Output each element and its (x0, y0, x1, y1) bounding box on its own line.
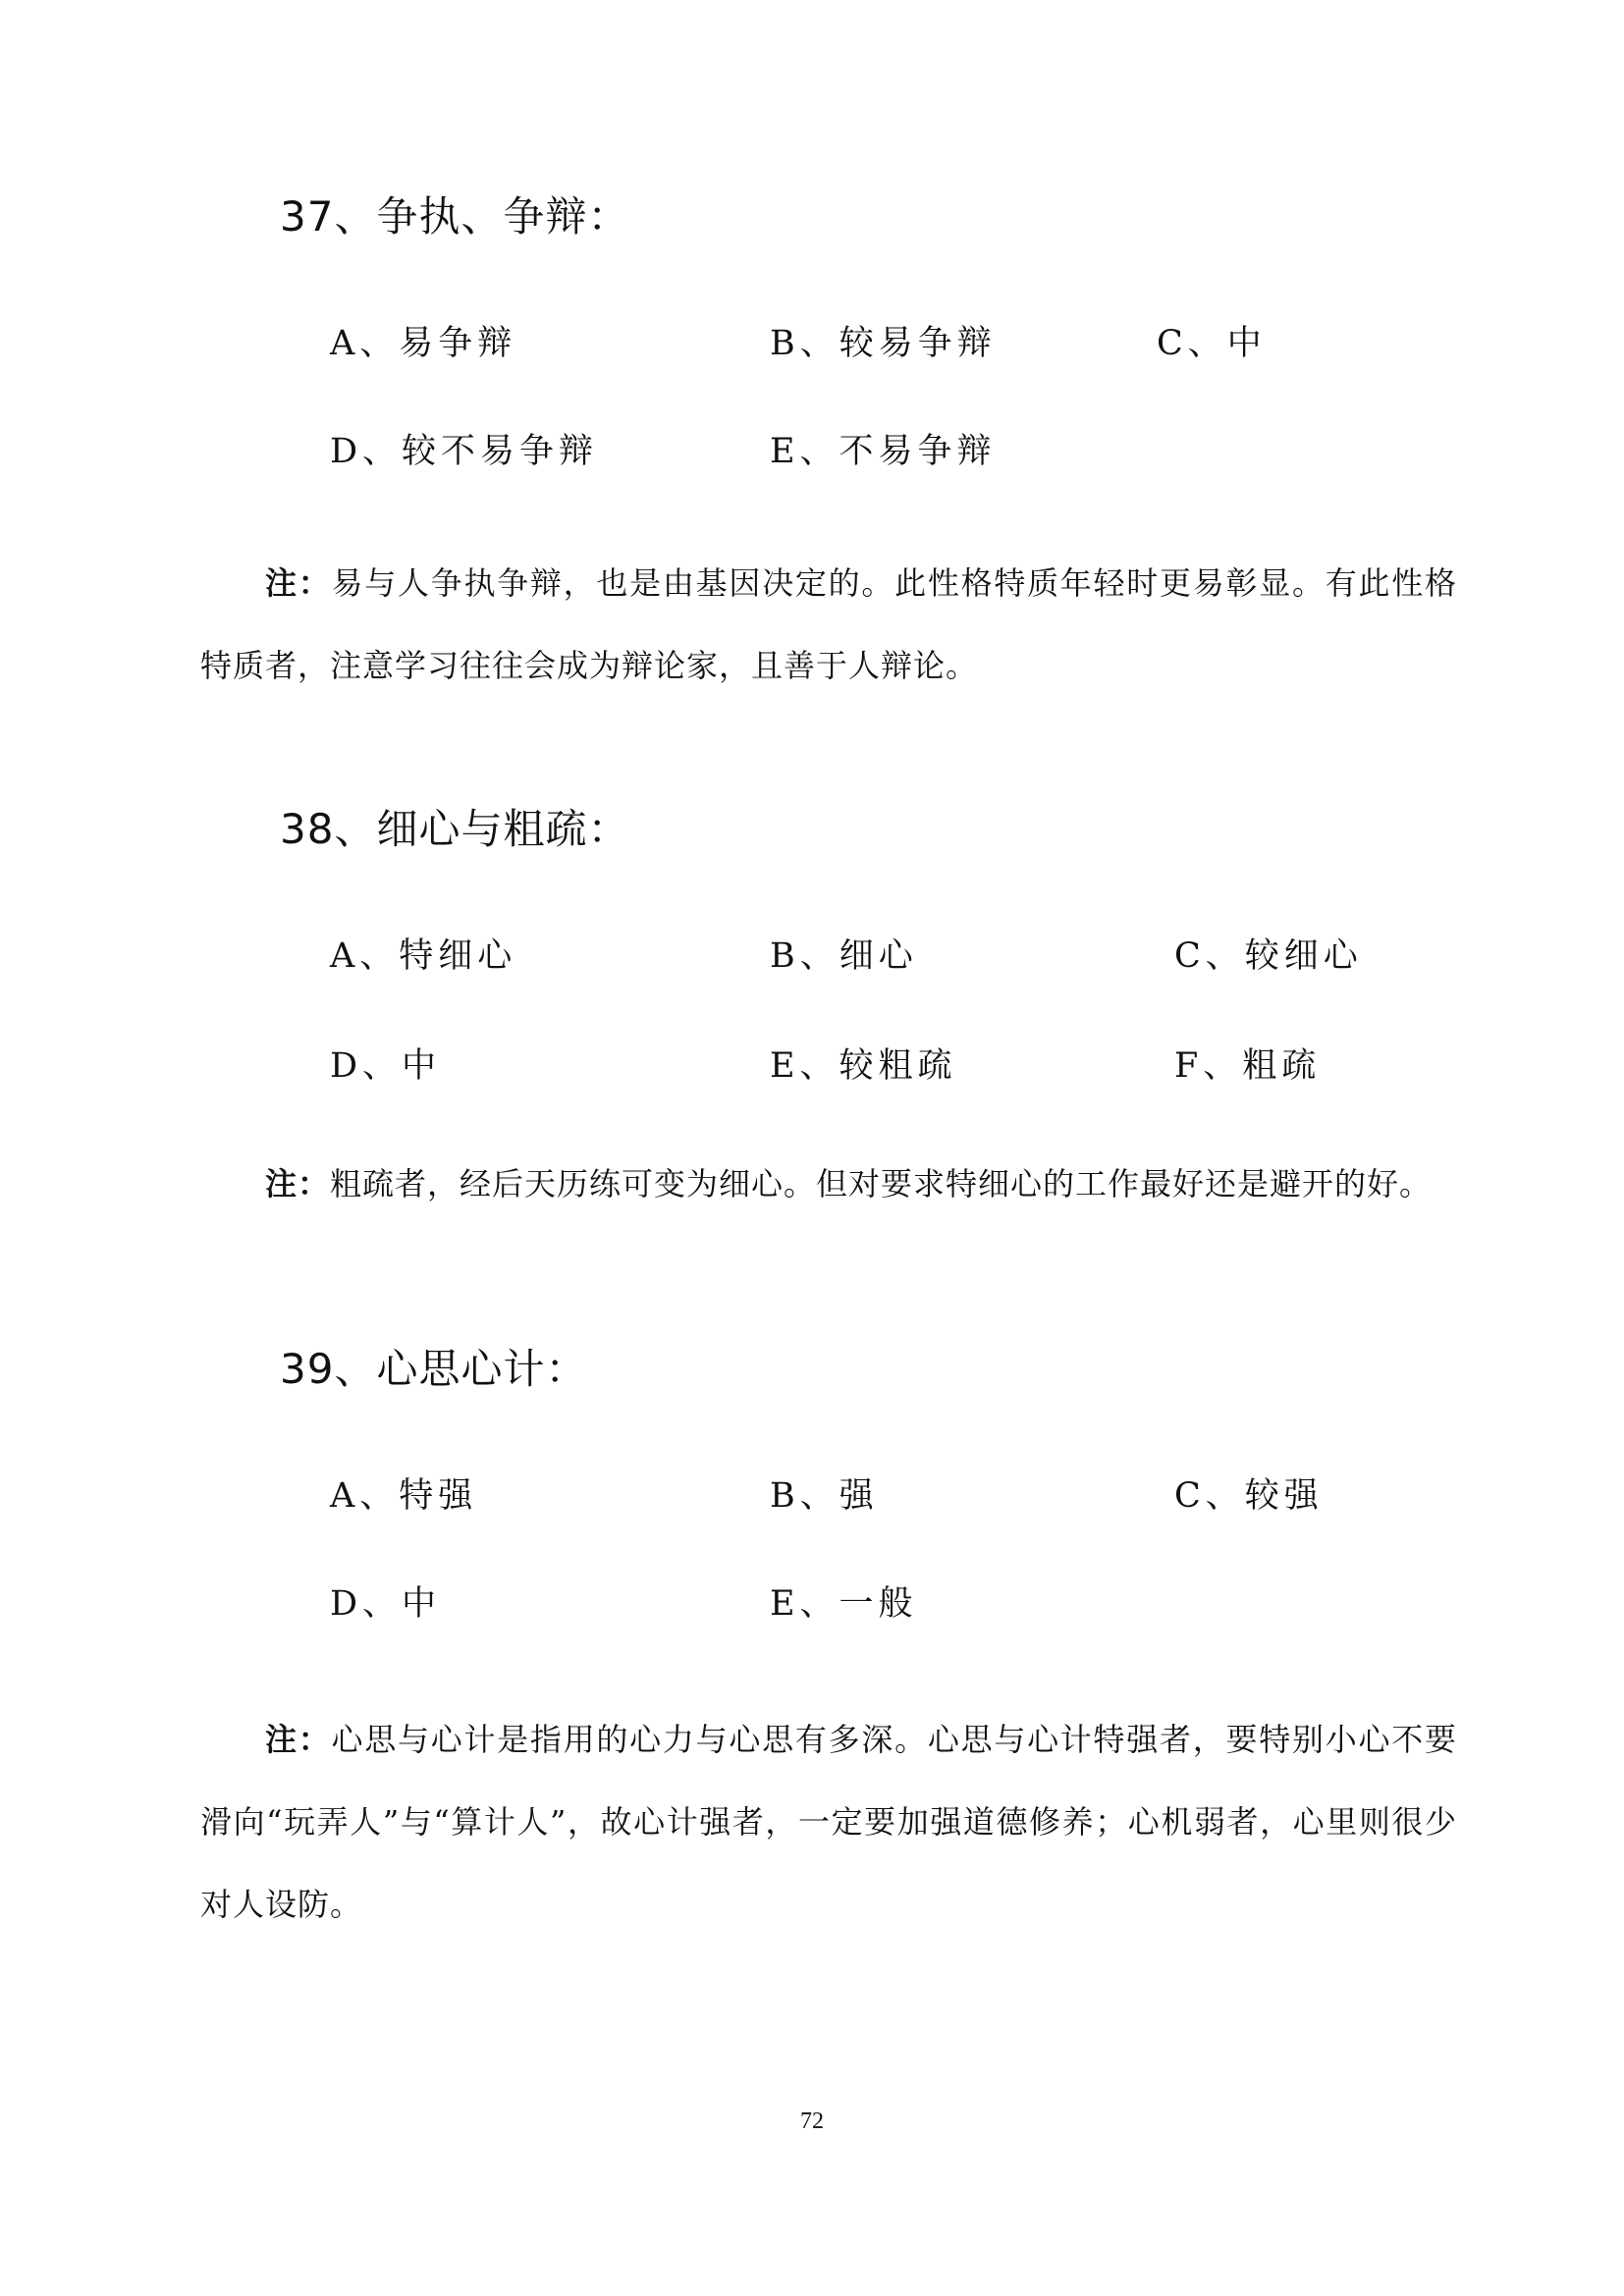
question-39-note (200, 1698, 1457, 1946)
page-number: 72 (800, 2109, 824, 2134)
note-text: 心思与心计是指用的心力与心思有多深。心思与心计特强者，要特别小心不要滑向“玩弄人”与“算计人”，故心计强者，一定要加强道德修养；心机弱者，心里则很少对人设防。 (200, 1721, 1457, 1923)
question-39-option-d: D、中 (330, 1584, 442, 1624)
note-label: 注： (265, 564, 332, 602)
question-38-option-f: F、粗疏 (1174, 1046, 1322, 1086)
question-38-option-b: B、细心 (770, 936, 918, 976)
note-label: 注： (265, 1165, 331, 1202)
question-37-note (200, 542, 1457, 707)
question-39-option-a: A、特强 (330, 1476, 478, 1516)
question-37-option-c: C、中 (1157, 324, 1267, 363)
note-label: 注： (265, 1721, 332, 1758)
question-37-option-b: B、较易争辩 (770, 324, 997, 363)
question-38-option-e: E、较粗疏 (770, 1046, 957, 1086)
question-38-note (200, 1143, 1457, 1225)
question-38-title: 38、细心与粗疏： (280, 805, 630, 853)
question-39-option-c: C、较强 (1174, 1476, 1324, 1516)
question-37-option-a: A、易争辩 (330, 324, 517, 363)
question-38-option-d: D、中 (330, 1046, 442, 1086)
question-38-option-a: A、特细心 (330, 936, 517, 976)
question-39-option-e: E、一般 (770, 1584, 918, 1624)
question-38-option-c: C、较细心 (1174, 936, 1363, 976)
note-text: 粗疏者，经后天历练可变为细心。但对要求特细心的工作最好还是避开的好。 (330, 1165, 1433, 1202)
note-text: 易与人争执争辩，也是由基因决定的。此性格特质年轻时更易彰显。有此性格特质者，注意学习往往会成为辩论家，且善于人辩论。 (200, 564, 1457, 684)
question-37-option-e: E、不易争辩 (770, 432, 997, 471)
question-37-option-d: D、较不易争辩 (330, 432, 599, 471)
question-37-title: 37、争执、争辩： (280, 192, 630, 240)
question-39-option-b: B、强 (770, 1476, 879, 1516)
question-39-title: 39、心思心计： (280, 1345, 588, 1393)
